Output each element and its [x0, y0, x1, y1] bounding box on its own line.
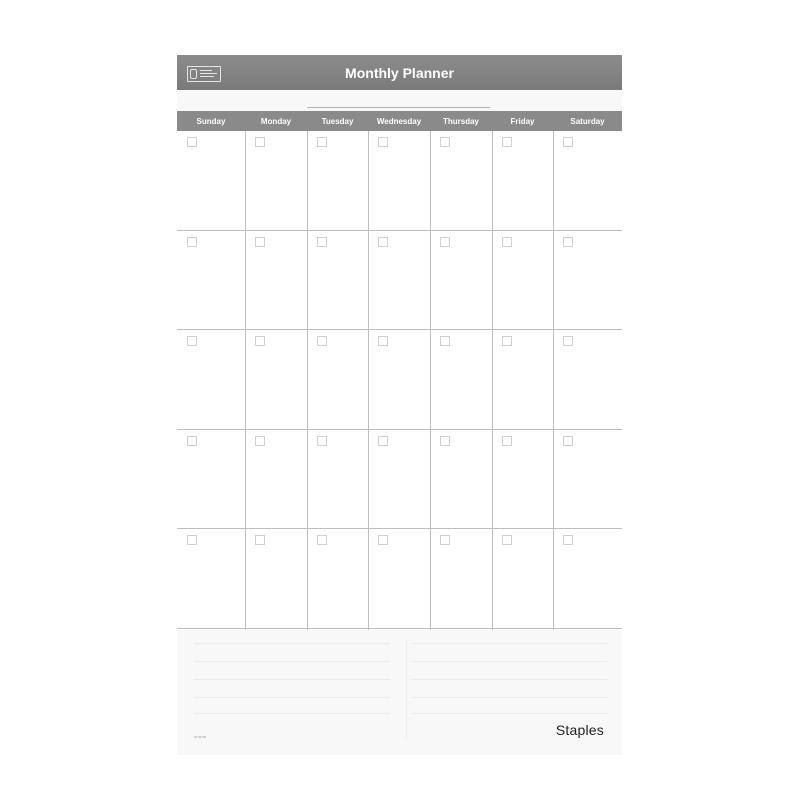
- monthly-planner-sheet: [177, 55, 622, 755]
- date-box[interactable]: [440, 137, 450, 147]
- month-write-line[interactable]: [307, 107, 490, 108]
- day-cell[interactable]: [492, 529, 553, 629]
- date-box[interactable]: [255, 535, 265, 545]
- date-box[interactable]: [502, 137, 512, 147]
- date-box[interactable]: [440, 237, 450, 247]
- day-cell[interactable]: [177, 330, 245, 430]
- day-cell[interactable]: [368, 430, 430, 530]
- day-cell[interactable]: [245, 131, 307, 231]
- weekday-friday: Friday: [510, 117, 535, 126]
- date-box[interactable]: [317, 336, 327, 346]
- notes-write-line: [194, 697, 390, 698]
- date-box[interactable]: [563, 336, 573, 346]
- planner-title: Monthly Planner: [345, 65, 454, 81]
- date-box[interactable]: [563, 436, 573, 446]
- day-cell[interactable]: [553, 330, 622, 430]
- day-cell[interactable]: [553, 529, 622, 629]
- day-cell[interactable]: [177, 430, 245, 530]
- planner-header-bar: [177, 55, 622, 90]
- notes-write-line: [194, 679, 390, 680]
- product-code: ST46383: [194, 735, 207, 739]
- notes-write-line: [194, 661, 390, 662]
- day-cell[interactable]: [553, 131, 622, 231]
- weekday-tuesday: Tuesday: [321, 117, 354, 126]
- notes-write-line: [194, 713, 390, 714]
- date-box[interactable]: [440, 535, 450, 545]
- day-cell[interactable]: [492, 231, 553, 331]
- day-cell[interactable]: [492, 430, 553, 530]
- date-box[interactable]: [317, 237, 327, 247]
- day-cell[interactable]: [368, 529, 430, 629]
- day-cell[interactable]: [553, 430, 622, 530]
- day-cell[interactable]: [553, 231, 622, 331]
- day-cell[interactable]: [307, 430, 368, 530]
- notes-write-line: [411, 643, 607, 644]
- date-box[interactable]: [440, 336, 450, 346]
- date-box[interactable]: [255, 336, 265, 346]
- day-cell[interactable]: [245, 330, 307, 430]
- day-cell[interactable]: [430, 430, 492, 530]
- date-box[interactable]: [378, 237, 388, 247]
- date-box[interactable]: [187, 535, 197, 545]
- day-cell[interactable]: [177, 131, 245, 231]
- day-cell[interactable]: [430, 231, 492, 331]
- day-cell[interactable]: [430, 330, 492, 430]
- date-box[interactable]: [502, 237, 512, 247]
- day-cell[interactable]: [245, 529, 307, 629]
- date-box[interactable]: [563, 237, 573, 247]
- date-box[interactable]: [440, 436, 450, 446]
- day-cell[interactable]: [245, 430, 307, 530]
- date-box[interactable]: [563, 137, 573, 147]
- day-cell[interactable]: [492, 330, 553, 430]
- weekday-wednesday: Wednesday: [376, 117, 422, 126]
- notes-write-line: [411, 679, 607, 680]
- date-box[interactable]: [317, 436, 327, 446]
- notes-write-line: [194, 643, 390, 644]
- date-box[interactable]: [563, 535, 573, 545]
- date-box[interactable]: [187, 137, 197, 147]
- day-cell[interactable]: [368, 330, 430, 430]
- notes-write-line: [411, 697, 607, 698]
- day-cell[interactable]: [430, 529, 492, 629]
- date-box[interactable]: [187, 436, 197, 446]
- day-cell[interactable]: [368, 131, 430, 231]
- weekday-monday: Monday: [260, 117, 292, 126]
- date-box[interactable]: [255, 137, 265, 147]
- day-cell[interactable]: [307, 131, 368, 231]
- day-cell[interactable]: [177, 529, 245, 629]
- weekday-saturday: Saturday: [570, 117, 605, 126]
- day-cell[interactable]: [368, 231, 430, 331]
- day-cell[interactable]: [492, 131, 553, 231]
- notes-write-line: [411, 713, 607, 714]
- day-cell[interactable]: [307, 529, 368, 629]
- date-box[interactable]: [378, 436, 388, 446]
- day-cell[interactable]: [245, 231, 307, 331]
- notes-write-line: [411, 661, 607, 662]
- calendar-grid: [177, 131, 622, 630]
- date-box[interactable]: [255, 237, 265, 247]
- notes-divider: [406, 639, 407, 739]
- weekday-header-row: [177, 111, 622, 131]
- weekday-sunday: Sunday: [196, 117, 226, 126]
- date-box[interactable]: [502, 336, 512, 346]
- weekday-thursday: Thursday: [442, 117, 479, 126]
- day-cell[interactable]: [307, 231, 368, 331]
- date-box[interactable]: [378, 535, 388, 545]
- date-box[interactable]: [378, 336, 388, 346]
- day-cell[interactable]: [177, 231, 245, 331]
- date-box[interactable]: [187, 237, 197, 247]
- day-cell[interactable]: [430, 131, 492, 231]
- date-box[interactable]: [502, 535, 512, 545]
- date-box[interactable]: [317, 535, 327, 545]
- date-box[interactable]: [317, 137, 327, 147]
- date-box[interactable]: [255, 436, 265, 446]
- date-box[interactable]: [378, 137, 388, 147]
- date-box[interactable]: [187, 336, 197, 346]
- date-box[interactable]: [502, 436, 512, 446]
- day-cell[interactable]: [307, 330, 368, 430]
- brand-logo: Staples: [555, 722, 604, 738]
